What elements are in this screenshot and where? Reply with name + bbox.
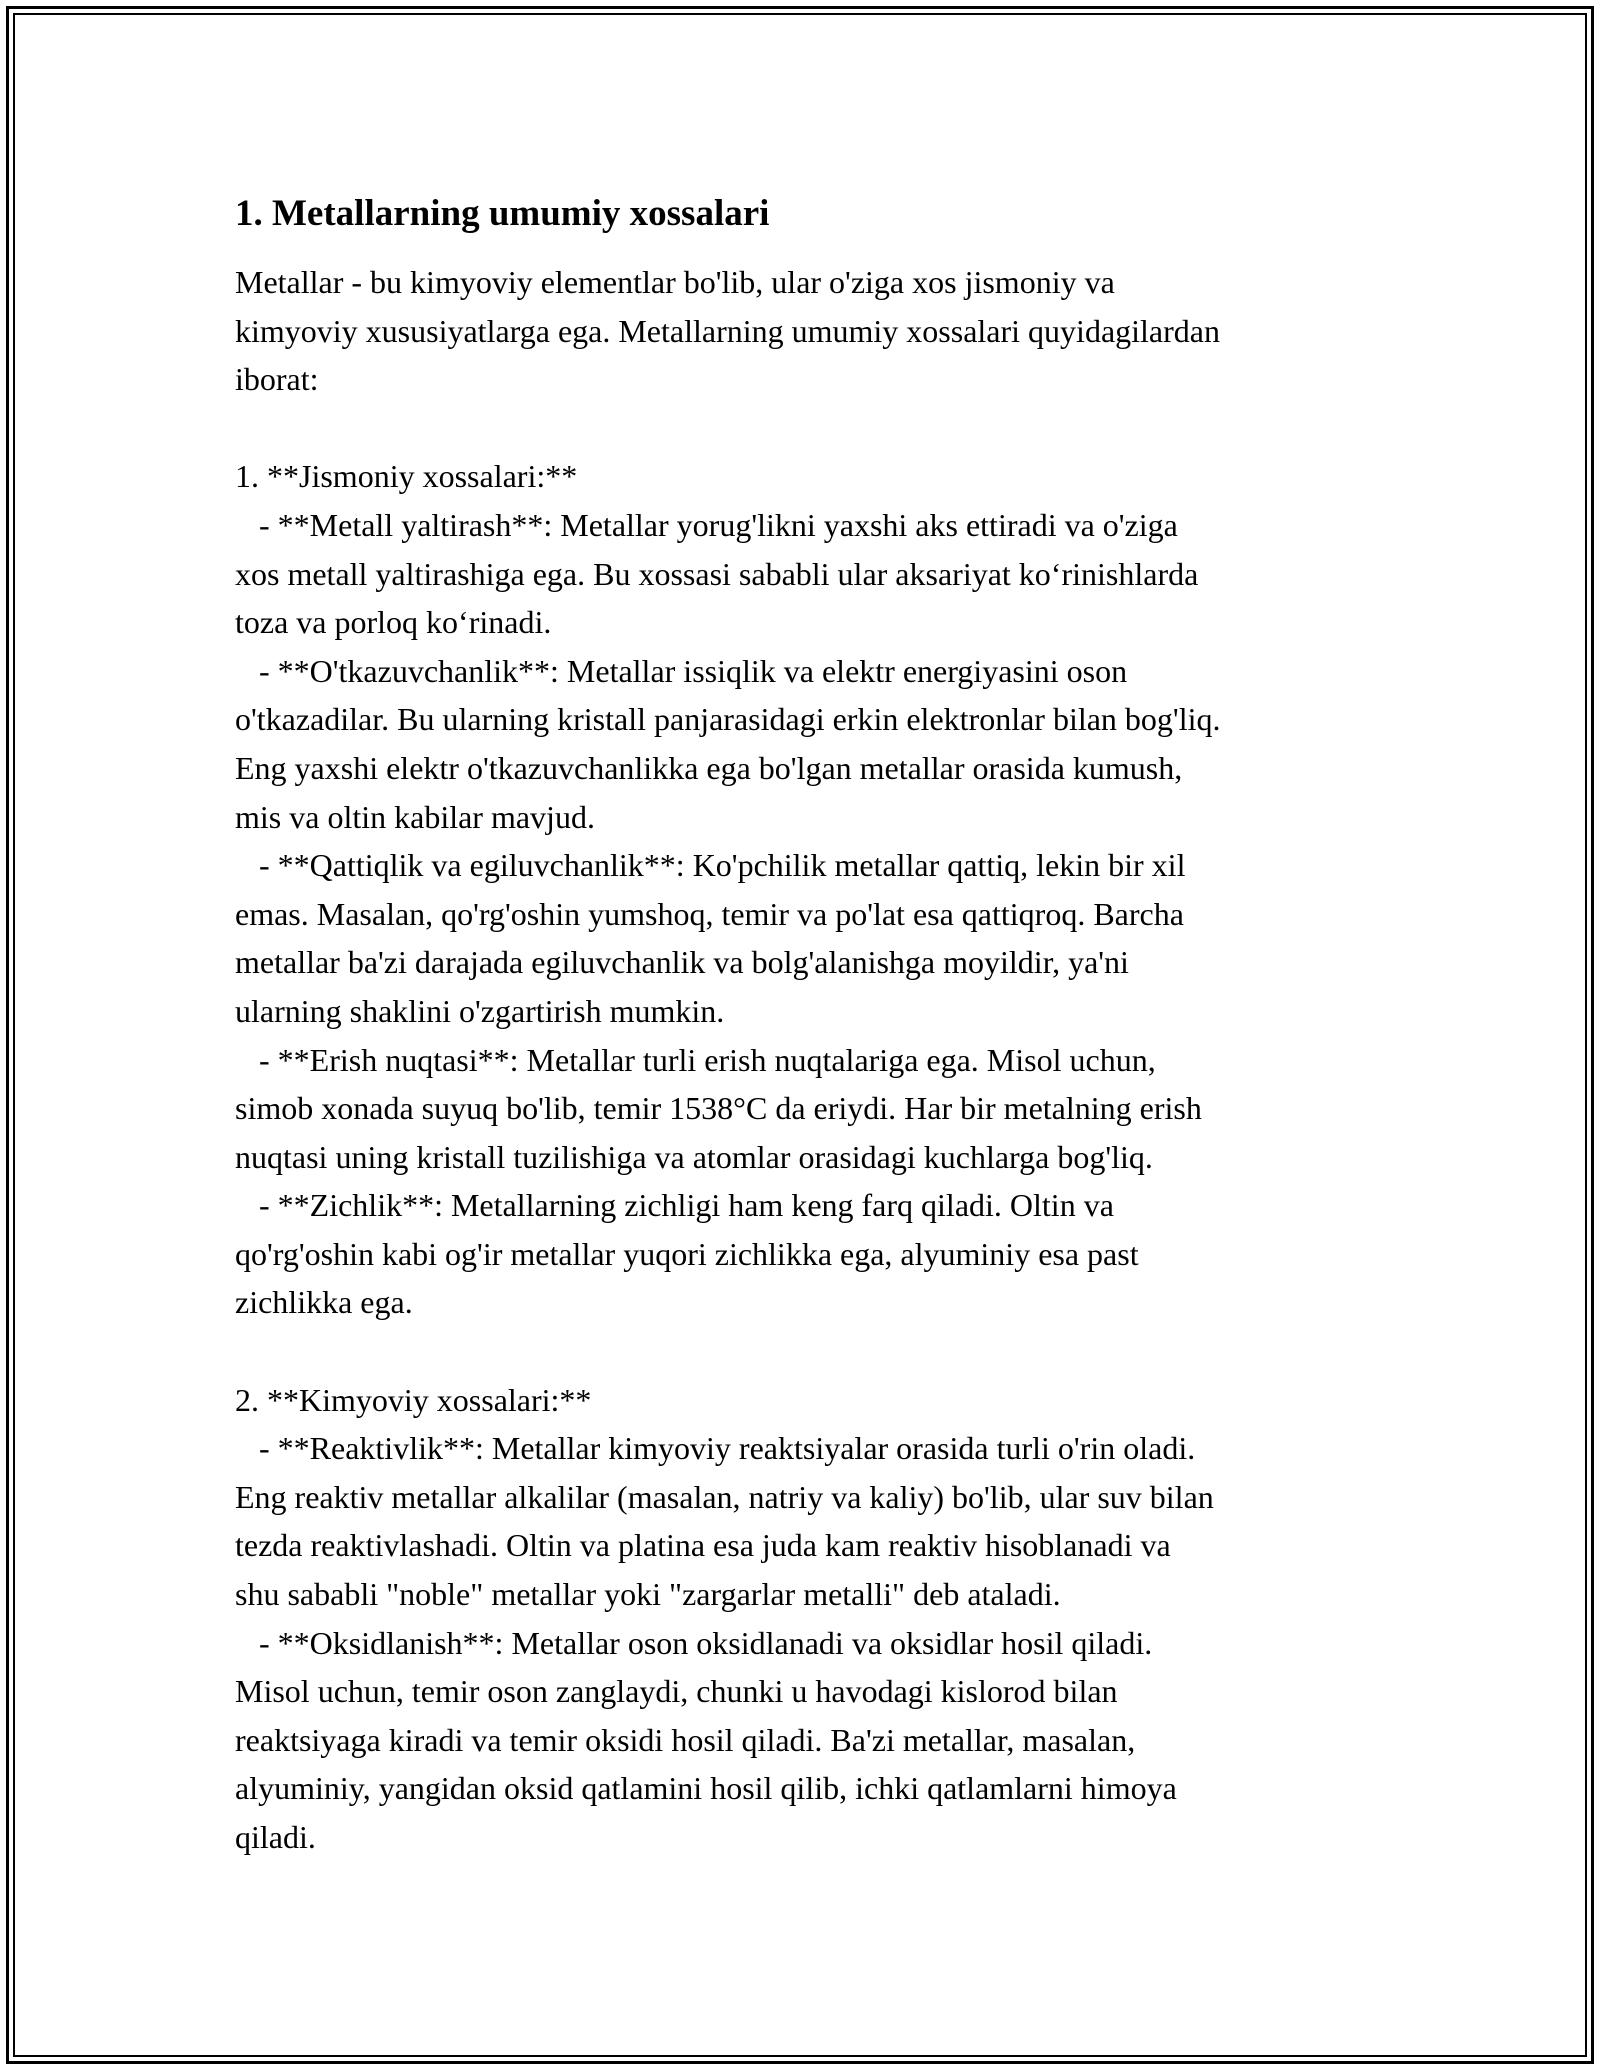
document-content — [235, 184, 1375, 1862]
document-title: 1. Metallarning umumiy xossalari — [235, 193, 770, 234]
document-body: Metallar - bu kimyoviy elementlar bo'lib, ular o'ziga xos jismoniy va kimyoviy xususiyatlarga ega. Metallarning umumiy xossalari quyidagilardan iborat: 1. **Jismoniy xossalari:** - **Metall yaltirash**: Metallar yorug'likni yaxshi aks ettiradi va o'ziga xos metall yaltirashiga ega. Bu xossasi sababli ular aksariyat ko‘rinishlarda toza va porloq ko‘rinadi. - **O'tkazuvchanlik**: Metallar issiqlik va elektr energiyasini oson o'tkazadilar. Bu ularning kristall panjarasidagi erkin elektronlar bilan bog'liq. Eng yaxshi elektr o'tkazuvchanlikka ega bo'lgan metallar orasida kumush, mis va oltin kabilar mavjud. - **Qattiqlik va egiluvchanlik**: Ko'pchilik metallar qattiq, lekin bir xil emas. Masalan, qo'rg'oshin yumshoq, temir va po'lat esa qattiqroq. Barcha metallar ba'zi darajada egiluvchanlik va bolg'alanishga moyildir, ya'ni ularning shaklini o'zgartirish mumkin. - **Erish nuqtasi**: Metallar turli erish nuqtalariga ega. Misol uchun, simob xonada suyuq bo'lib, temir 1538°C da eriydi. Har bir metalning erish nuqtasi uning kristall tuzilishiga va atomlar orasidagi kuchlarga bog'liq. - **Zichlik**: Metallarning zichligi ham keng farq qiladi. Oltin va qo'rg'oshin kabi og'ir metallar yuqori zichlikka ega, alyuminiy esa past zichlikka ega. 2. **Kimyoviy xossalari:** - **Reaktivlik**: Metallar kimyoviy reaktsiyalar orasida turli o'rin oladi. Eng reaktiv metallar alkalilar (masalan, natriy va kaliy) bo'lib, ular suv bilan tezda reaktivlashadi. Oltin va platina esa juda kam reaktiv hisoblanadi va shu sababli "noble" metallar yoki "zargarlar metalli" deb ataladi. - **Oksidlanish**: Metallar oson oksidlanadi va oksidlar hosil qiladi. Misol uchun, temir oson zanglaydi, chunki u havodagi kislorod bilan reaktsiyaga kiradi va temir oksidi hosil qiladi. Ba'zi metallar, masalan, alyuminiy, yangidan oksid qatlamini hosil qilib, ichki qatlamlarni himoya qiladi. — [235, 264, 1221, 1855]
